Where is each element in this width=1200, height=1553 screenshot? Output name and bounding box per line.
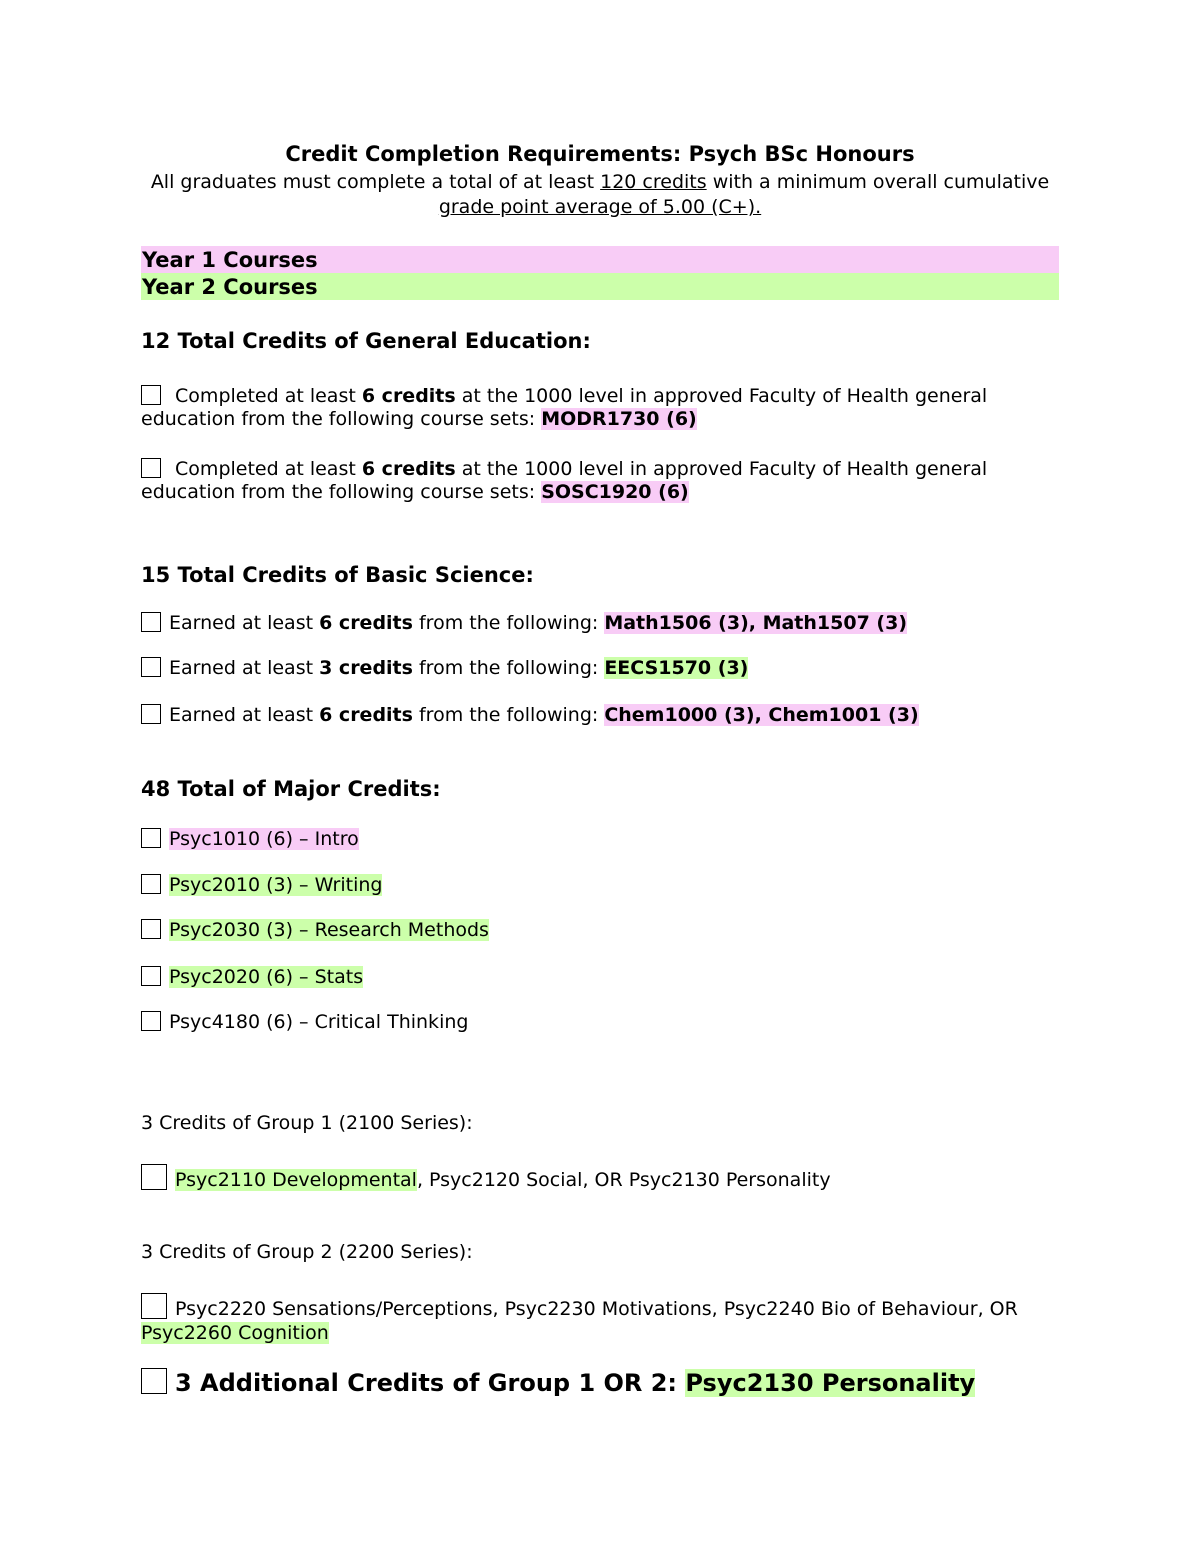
legend-year2: Year 2 Courses bbox=[141, 273, 1059, 300]
checkbox[interactable] bbox=[141, 1293, 167, 1319]
major-item bbox=[141, 919, 1059, 942]
gen-ed-heading: 12 Total Credits of General Education: bbox=[141, 329, 591, 353]
course-code: Psyc1010 (6) – Intro bbox=[169, 828, 359, 850]
major-item bbox=[141, 966, 1059, 989]
page-title: Credit Completion Requirements: Psych BSc Honours bbox=[285, 142, 915, 166]
gpa-requirement: grade point average of 5.00 (C+). bbox=[438, 196, 762, 218]
checkbox[interactable] bbox=[141, 385, 161, 405]
basic-sci-item: Earned at least 6 credits from the following: Math1506 (3), Math1507 (3) bbox=[141, 612, 1059, 635]
course-code: Psyc2260 Cognition bbox=[141, 1322, 329, 1344]
checkbox[interactable] bbox=[141, 874, 161, 894]
checkbox[interactable] bbox=[141, 919, 161, 939]
group1-item: Psyc2110 Developmental, Psyc2120 Social, OR Psyc2130 Personality bbox=[141, 1164, 1059, 1192]
group2-item: Psyc2220 Sensations/Perceptions, Psyc2230 Motivations, Psyc2240 Bio of Behaviour, OR Psyc2260 Cognition bbox=[141, 1293, 1059, 1345]
course-code: Psyc4180 (6) – Critical Thinking bbox=[169, 1011, 469, 1033]
checkbox[interactable] bbox=[141, 704, 161, 724]
course-code: Psyc2020 (6) – Stats bbox=[169, 966, 364, 988]
document-page bbox=[141, 0, 1059, 1553]
gen-ed-item: Completed at least 6 credits at the 1000 level in approved Faculty of Health general education from the following course sets: SOSC1920 (6) bbox=[141, 458, 988, 503]
checkbox[interactable] bbox=[141, 966, 161, 986]
course-code: Chem1000 (3), Chem1001 (3) bbox=[604, 704, 919, 726]
major-item bbox=[141, 874, 1059, 897]
gen-ed-item: Completed at least 6 credits at the 1000 level in approved Faculty of Health general education from the following course sets: MODR1730 (6) bbox=[141, 385, 988, 430]
major-item bbox=[141, 828, 1059, 851]
page-subtitle bbox=[133, 170, 1067, 220]
legend-year1: Year 1 Courses bbox=[141, 246, 1059, 273]
course-code: MODR1730 (6) bbox=[541, 408, 697, 430]
additional-item: 3 Additional Credits of Group 1 OR 2: Psyc2130 Personality bbox=[141, 1368, 975, 1397]
course-code: Psyc2130 Personality bbox=[685, 1369, 976, 1397]
course-code: Psyc2110 Developmental bbox=[175, 1169, 417, 1191]
checkbox[interactable] bbox=[141, 1011, 161, 1031]
subtitle-text-2: with a minimum overall cumulative bbox=[706, 171, 1050, 193]
checkbox[interactable] bbox=[141, 1164, 167, 1190]
course-code: EECS1570 (3) bbox=[604, 657, 749, 679]
checkbox[interactable] bbox=[141, 1368, 167, 1394]
group1-heading: 3 Credits of Group 1 (2100 Series): bbox=[141, 1112, 473, 1134]
basic-sci-item: Earned at least 6 credits from the following: Chem1000 (3), Chem1001 (3) bbox=[141, 704, 1059, 727]
group2-heading: 3 Credits of Group 2 (2200 Series): bbox=[141, 1241, 473, 1263]
course-code: Psyc2030 (3) – Research Methods bbox=[169, 919, 489, 941]
subtitle-text: All graduates must complete a total of at least bbox=[150, 171, 601, 193]
course-code: Psyc2010 (3) – Writing bbox=[169, 874, 383, 896]
major-item bbox=[141, 1011, 1059, 1034]
basic-sci-heading: 15 Total Credits of Basic Science: bbox=[141, 563, 534, 587]
checkbox[interactable] bbox=[141, 657, 161, 677]
major-heading: 48 Total of Major Credits: bbox=[141, 777, 441, 801]
checkbox[interactable] bbox=[141, 612, 161, 632]
checkbox[interactable] bbox=[141, 458, 161, 478]
course-code: SOSC1920 (6) bbox=[541, 481, 689, 503]
checkbox[interactable] bbox=[141, 828, 161, 848]
total-credits: 120 credits bbox=[600, 171, 707, 193]
course-code: Math1506 (3), Math1507 (3) bbox=[604, 612, 908, 634]
basic-sci-item: Earned at least 3 credits from the following: EECS1570 (3) bbox=[141, 657, 1059, 680]
